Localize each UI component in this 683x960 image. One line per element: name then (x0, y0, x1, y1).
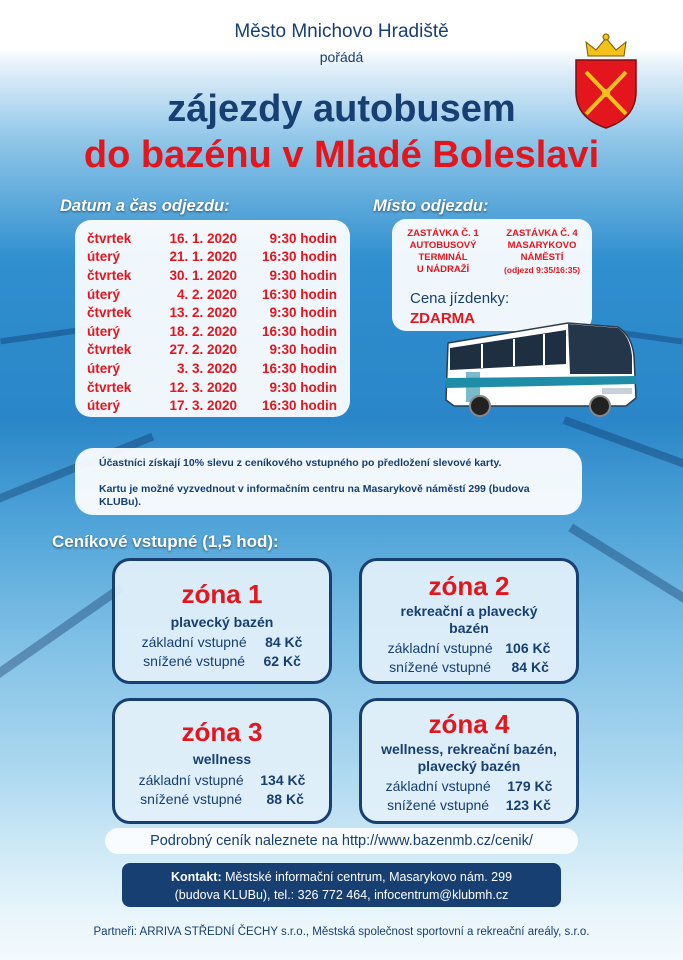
schedule-day: čtvrtek (87, 267, 132, 283)
zone-1-basic: základní vstupné 84 Kč (141, 634, 303, 650)
fare-value: ZDARMA (410, 310, 475, 327)
departure-heading: Datum a čas odjezdu: (60, 197, 230, 215)
zone-4-basic: základní vstupné 179 Kč (385, 778, 553, 794)
schedule-date: 27. 2. 2020 (169, 342, 237, 358)
place-heading: Místo odjezdu: (373, 197, 489, 215)
schedule-time: 9:30 hodin (269, 342, 337, 358)
schedule-time: 9:30 hodin (269, 230, 337, 246)
zone-1-card (112, 558, 332, 684)
schedule-day: čtvrtek (87, 230, 132, 246)
zone-4-card (359, 698, 579, 824)
zone-2-basic: základní vstupné 106 Kč (387, 640, 551, 656)
schedule-time: 16:30 hodin (261, 398, 337, 414)
notice-line-1: Účastníci získají 10% slevu z ceníkového vstupného po předložení slevové karty. (99, 457, 502, 469)
schedule-date: 16. 1. 2020 (169, 230, 237, 246)
schedule-date: 4. 2. 2020 (176, 286, 237, 302)
stop-1: ZASTÁVKA Č. 1 AUTOBUSOVÝ TERMINÁL U NÁDRAŽÍ (407, 228, 479, 275)
schedule-time: 9:30 hodin (269, 305, 337, 321)
organizes-label: pořádá (319, 49, 364, 65)
bus-brand-label: ARRIVA (498, 388, 521, 394)
schedule-day: čtvrtek (87, 379, 132, 395)
pricelist-link[interactable]: Podrobný ceník naleznete na http://www.bazenmb.cz/cenik/ (105, 828, 578, 854)
zone-4-subtitle: wellness, rekreační bazén, plavecký bazén (381, 741, 557, 774)
price-heading: Ceníkové vstupné (1,5 hod): (52, 532, 279, 551)
zone-4-reduced: snížené vstupné 123 Kč (387, 797, 551, 813)
schedule-row (87, 341, 337, 360)
schedule-row (87, 285, 337, 304)
zone-2-subtitle: rekreační a plavecký bazén (400, 603, 538, 636)
zone-3-reduced: snížené vstupné 88 Kč (140, 791, 304, 807)
zone-3-subtitle: wellness (192, 751, 252, 767)
schedule-row (87, 266, 337, 285)
schedule-time: 9:30 hodin (269, 267, 337, 283)
schedule-day: úterý (87, 360, 121, 376)
contact-line-1: Kontakt: Městské informační centrum, Masarykovo nám. 299 (170, 870, 513, 884)
main-title-line1: zájezdy autobusem (167, 88, 516, 130)
pool-lane-line (0, 583, 124, 705)
zone-1-subtitle: plavecký bazén (170, 614, 274, 630)
place-box (392, 219, 592, 331)
schedule-row (87, 248, 337, 267)
schedule-time: 16:30 hodin (261, 323, 337, 339)
pool-lane-line (568, 524, 683, 606)
schedule-row (87, 396, 337, 415)
zone-2-reduced: snížené vstupné 84 Kč (389, 659, 549, 675)
partners-line: Partneři: ARRIVA STŘEDNÍ ČECHY s.r.o., Městská společnost sportovní a rekreační areály, s.r.o. (93, 926, 590, 938)
schedule-row (87, 229, 337, 248)
schedule-row (87, 322, 337, 341)
schedule-date: 18. 2. 2020 (169, 323, 237, 339)
schedule-date: 30. 1. 2020 (169, 267, 237, 283)
schedule-row (87, 359, 337, 378)
schedule-date: 21. 1. 2020 (169, 249, 237, 265)
stop-4: ZASTÁVKA Č. 4 MASARYKOVO NÁMĚSTÍ (odjezd 9:35/16:35) (503, 228, 581, 275)
zone-1-title: zóna 1 (181, 579, 263, 609)
main-title-line2: do bazénu v Mladé Boleslavi (83, 134, 600, 176)
schedule-date: 17. 3. 2020 (169, 398, 237, 414)
schedule-time: 16:30 hodin (261, 249, 337, 265)
schedule-date: 12. 3. 2020 (169, 379, 237, 395)
fare-label: Cena jízdenky: (410, 290, 510, 307)
schedule-time: 16:30 hodin (261, 360, 337, 376)
discount-notice (75, 448, 582, 515)
schedule-row (87, 378, 337, 397)
schedule-day: úterý (87, 323, 121, 339)
schedule-box (75, 220, 350, 417)
schedule-day: úterý (87, 249, 121, 265)
schedule-day: úterý (87, 286, 121, 302)
schedule-day: úterý (87, 398, 121, 414)
schedule-time: 16:30 hodin (261, 286, 337, 302)
schedule-row (87, 303, 337, 322)
zone-2-title: zóna 2 (428, 571, 510, 601)
bus-image (440, 318, 640, 418)
zone-3-basic: základní vstupné 134 Kč (138, 772, 306, 788)
zone-2-card (359, 558, 579, 684)
contact-box (122, 863, 561, 907)
schedule-day: čtvrtek (87, 342, 132, 358)
town-name: Město Mnichovo Hradiště (234, 21, 449, 42)
contact-line-2: (budova KLUBu), tel.: 326 772 464, infocentrum@klubmh.cz (174, 888, 509, 902)
schedule-time: 9:30 hodin (269, 379, 337, 395)
schedule-date: 3. 3. 2020 (176, 360, 237, 376)
schedule-table (87, 229, 337, 415)
schedule-day: čtvrtek (87, 305, 132, 321)
coat-of-arms-icon (570, 30, 642, 130)
schedule-date: 13. 2. 2020 (169, 305, 237, 321)
zone-4-title: zóna 4 (428, 709, 510, 739)
zone-1-reduced: snížené vstupné 62 Kč (143, 653, 301, 669)
zone-3-title: zóna 3 (181, 717, 263, 747)
notice-line-2: Kartu je možné vyzvednout v informačním centru na Masarykově náměstí 299 (budova KLUBu). (99, 483, 530, 508)
zone-3-card (112, 698, 332, 824)
